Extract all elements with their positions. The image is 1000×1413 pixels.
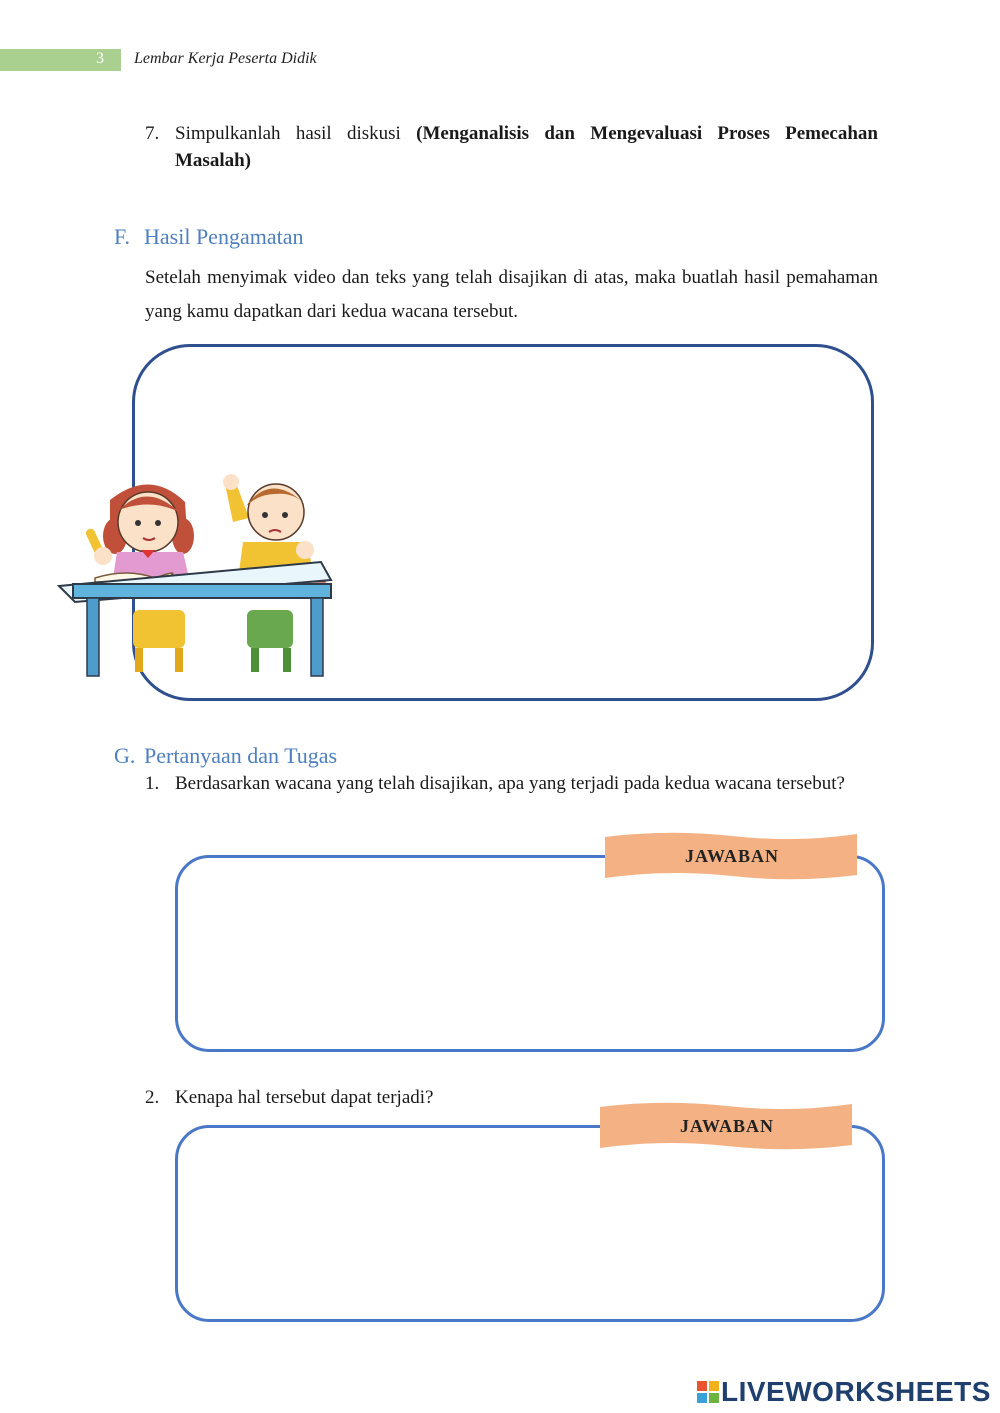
question-2-number: 2. xyxy=(145,1087,160,1108)
section-g-letter: G. xyxy=(114,743,136,768)
section-f-letter: F. xyxy=(114,224,130,249)
question-2-text: Kenapa hal tersebut dapat terjadi? xyxy=(175,1087,434,1108)
girl-figure xyxy=(85,484,194,578)
item-7-body xyxy=(175,120,878,174)
section-g-heading xyxy=(114,743,337,769)
watermark-text: LIVEWORKSHEETS xyxy=(721,1376,991,1407)
answer-label-2: JAWABAN xyxy=(679,1116,774,1136)
answer-box-2[interactable] xyxy=(175,1125,885,1322)
item-7-number: 7. xyxy=(145,123,160,144)
boy-figure xyxy=(223,474,314,572)
item-7-bold: (Menganalisis dan Mengevaluasi Proses Pemecahan Masalah) xyxy=(175,123,878,171)
question-1-number: 1. xyxy=(145,773,160,794)
answer-banner-2 xyxy=(600,1101,854,1151)
liveworksheets-logo-icon xyxy=(697,1381,719,1403)
section-f-heading xyxy=(114,224,303,250)
section-f-paragraph: Setelah menyimak video dan teks yang telah disajikan di atas, maka buatlah hasil pemahaman yang kamu dapatkan dari kedua wacana tersebut. xyxy=(145,267,878,322)
question-1 xyxy=(145,767,878,801)
header-title: Lembar Kerja Peserta Didik xyxy=(134,50,317,67)
answer-banner-1 xyxy=(605,831,859,881)
section-g-title: Pertanyaan dan Tugas xyxy=(144,743,338,768)
section-f-title: Hasil Pengamatan xyxy=(144,224,304,249)
item-7-text: Simpulkanlah hasil diskusi xyxy=(175,123,417,144)
children-studying-illustration xyxy=(55,470,335,688)
answer-box-1[interactable] xyxy=(175,855,885,1052)
question-1-text: Berdasarkan wacana yang telah disajikan, apa yang terjadi pada kedua wacana tersebut? xyxy=(175,773,845,794)
page-number: 3 xyxy=(96,50,104,67)
answer-label-1: JAWABAN xyxy=(684,846,779,866)
item-7 xyxy=(145,120,878,174)
